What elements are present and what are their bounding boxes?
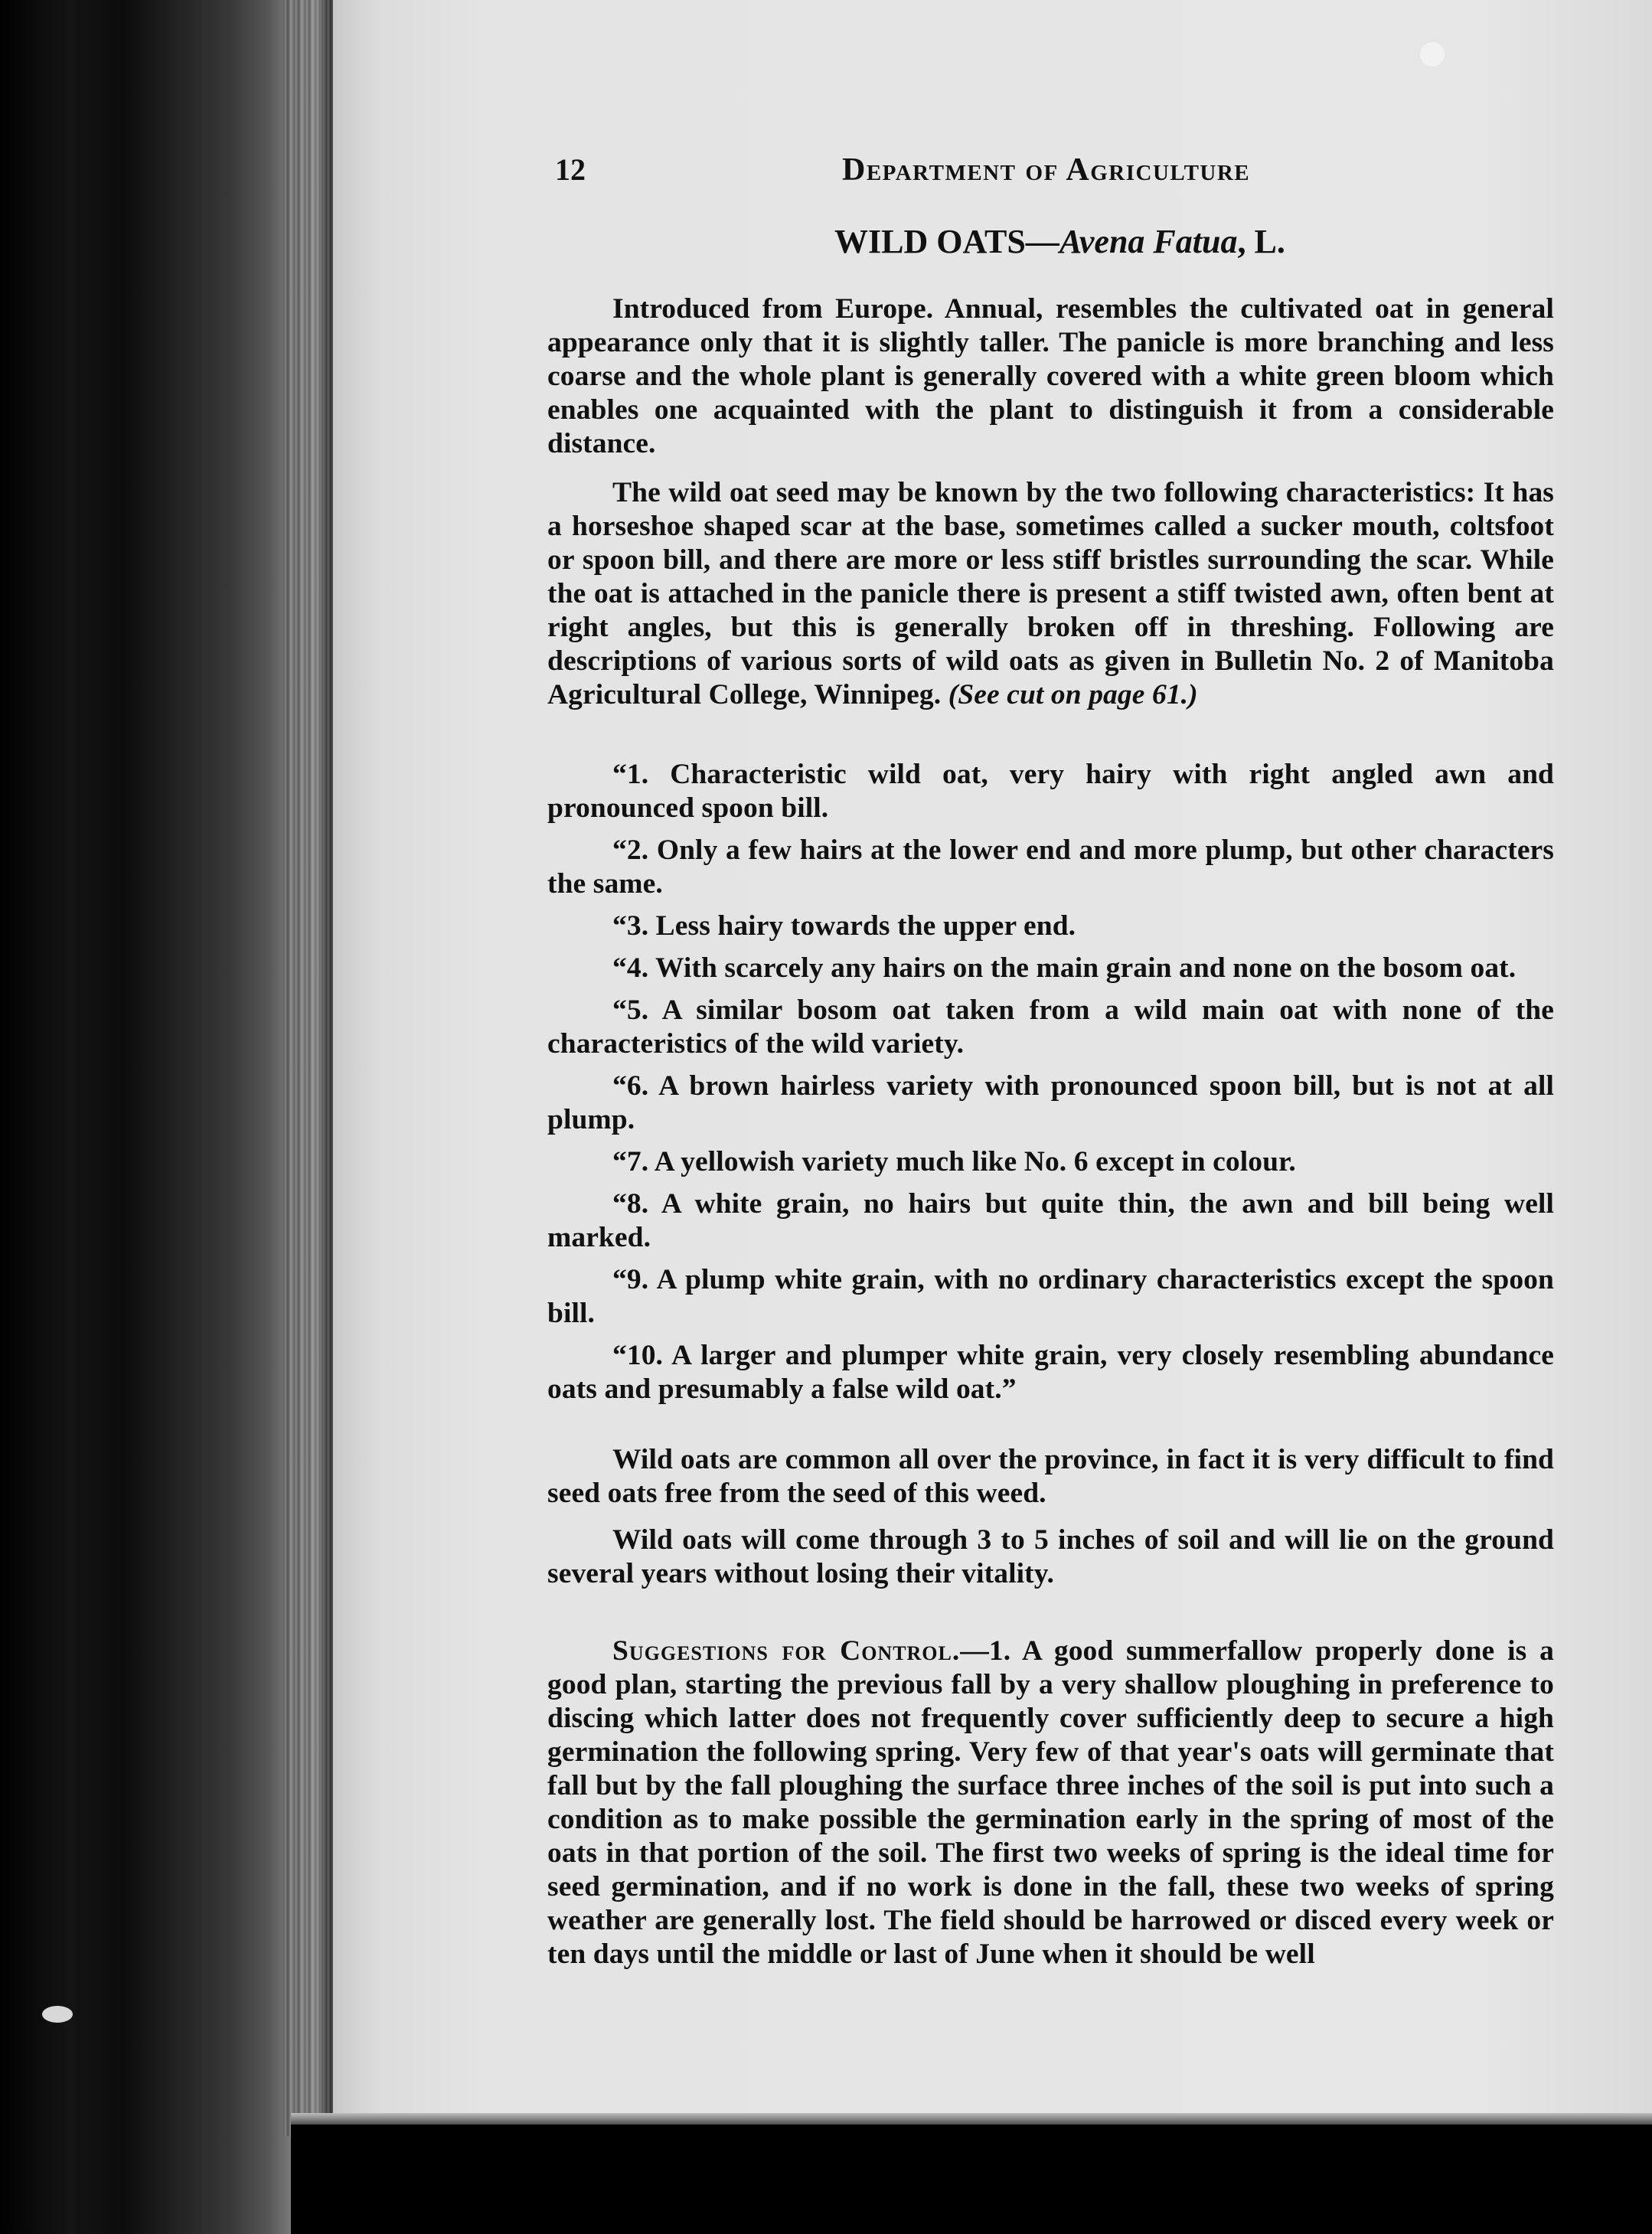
- page-edges: [283, 0, 337, 2136]
- list-item: “6. A brown hairless variety with pronounced spoon bill, but is not at all plump.: [547, 1070, 1554, 1135]
- seed-text: The wild oat seed may be known by the two following characteristics: It has a horseshoe shaped scar at the base, sometimes called a sucker mouth, coltsfoot or spoon bill, and there are more or less stiff bristles surrounding the scar. While the oat is attached in the panicle there is present a stiff twisted awn, often bent at right angles, but this is generally broken off in threshing. Following are descriptions of various sorts of wild oats as given in Bulletin No. 2 of Manitoba Agricultural College, Winnipeg.: [547, 477, 1554, 710]
- list-item: “1. Characteristic wild oat, very hairy with right angled awn and pronounced spoon bill.: [547, 759, 1554, 824]
- title-common-name: WILD OATS—: [834, 223, 1059, 260]
- list-item: “4. With scarcely any hairs on the main grain and none on the bosom oat.: [612, 952, 1517, 984]
- page-number: 12: [555, 152, 586, 187]
- list-item: “8. A white grain, no hairs but quite thin, the awn and bill being well marked.: [547, 1188, 1554, 1253]
- control-text: —1. A good summerfallow properly done is a good plan, starting the previous fall by a very shallow ploughing in preference to discing which latter does not frequently cover sufficiently deep to secure a high germination the following spring. Very few of that year's oats will germinate that fall but by the fall ploughing the surface three inches of the soil is put into such a condition as to make possible the germination early in the spring of most of the oats in that portion of the soil. The first two weeks of spring is the ideal time for seed germination, and if no work is done in the fall, these two weeks of spring weather are generally lost. The field should be harrowed or disced every week or ten days until the middle or last of June when it should be well: [547, 1635, 1554, 1970]
- scan-speck: [42, 2006, 73, 2023]
- section-title: [834, 222, 1285, 261]
- variety-list: [547, 758, 1554, 1415]
- scan-bottom-border: [291, 2125, 1652, 2234]
- paragraph-vitality: Wild oats will come through 3 to 5 inches of soil and will lie on the ground several years without losing their vitality.: [547, 1524, 1554, 1589]
- scan-speck: [1420, 42, 1445, 67]
- book-binding: [0, 0, 322, 2234]
- title-authority: , L.: [1237, 223, 1285, 260]
- list-item: “10. A larger and plumper white grain, very closely resembling abundance oats and presumably a false wild oat.”: [547, 1340, 1554, 1405]
- list-item: “7. A yellowish variety much like No. 6 except in colour.: [612, 1146, 1296, 1177]
- list-item: “9. A plump white grain, with no ordinary characteristics except the spoon bill.: [547, 1264, 1554, 1329]
- paragraph-introduction: Introduced from Europe. Annual, resembles the cultivated oat in general appearance only that it is slightly taller. The panicle is more branching and less coarse and the whole plant is generally covered with a white green bloom which enables one acquainted with the plant to distinguish it from a considerable distance.: [547, 293, 1554, 459]
- seed-reference: (See cut on page 61.): [948, 679, 1198, 710]
- list-item: “5. A similar bosom oat taken from a wild main oat with none of the characteristics of the wild variety.: [547, 995, 1554, 1060]
- paragraph-distribution: Wild oats are common all over the province, in fact it is very difficult to find seed oats free from the seed of this weed.: [547, 1444, 1554, 1509]
- title-scientific-name: Avena Fatua: [1059, 223, 1238, 260]
- control-heading: Suggestions for Control.: [612, 1635, 961, 1667]
- paragraph-control: [547, 1635, 1554, 1971]
- list-item: “2. Only a few hairs at the lower end and more plump, but other characters the same.: [547, 834, 1554, 900]
- list-item: “3. Less hairy towards the upper end.: [612, 910, 1076, 942]
- running-head: Department of Agriculture: [842, 152, 1251, 188]
- paragraph-seed-characteristics: [547, 476, 1554, 712]
